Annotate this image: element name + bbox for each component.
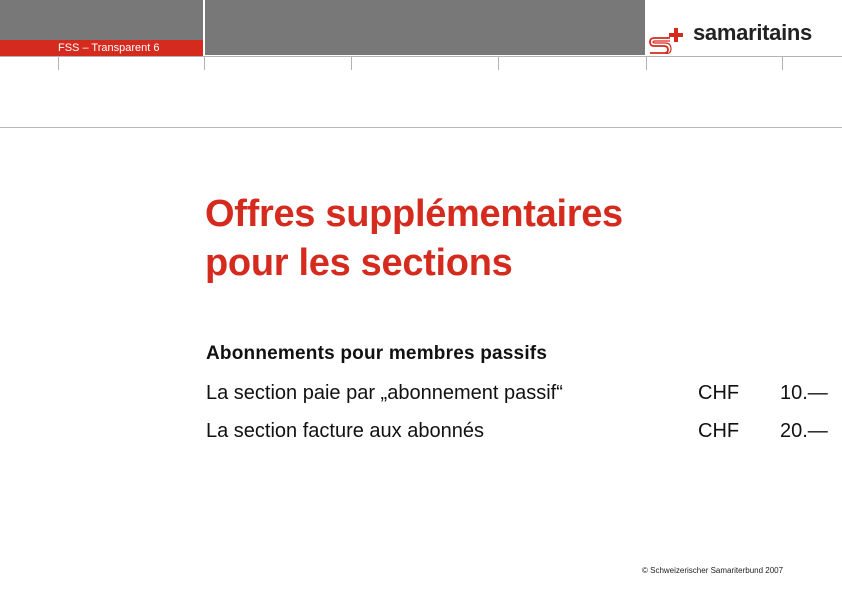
logo-wordmark: samaritains (693, 20, 812, 45)
copyright-footer: © Schweizerischer Samariterbund 2007 (642, 566, 784, 575)
price-description: La section paie par „abonnement passif“ (206, 382, 563, 404)
header-gray-block-center (205, 0, 645, 55)
slide-label: FSS – Transparent 6 (58, 42, 160, 54)
price-row (206, 420, 842, 446)
price-currency: CHF (698, 420, 740, 442)
price-description: La section facture aux abonnés (206, 420, 484, 442)
section-rule (0, 127, 842, 128)
header-tick (646, 56, 647, 70)
header-gray-block-left (0, 0, 203, 40)
price-amount: 20.— (780, 420, 828, 442)
header-tick (782, 56, 783, 70)
title-line-1: Offres supplémentaires (205, 193, 623, 235)
header-tick (58, 56, 59, 70)
s-plus-cross-logo-icon (648, 24, 692, 54)
samaritains-logo (648, 18, 828, 58)
header-tick (498, 56, 499, 70)
price-row (206, 382, 842, 408)
price-currency: CHF (698, 382, 740, 404)
header-tick (351, 56, 352, 70)
price-amount: 10.— (780, 382, 828, 404)
title-line-2: pour les sections (205, 242, 513, 284)
header-tick (204, 56, 205, 70)
slide-title (205, 190, 765, 288)
subheading: Abonnements pour membres passifs (206, 343, 548, 364)
